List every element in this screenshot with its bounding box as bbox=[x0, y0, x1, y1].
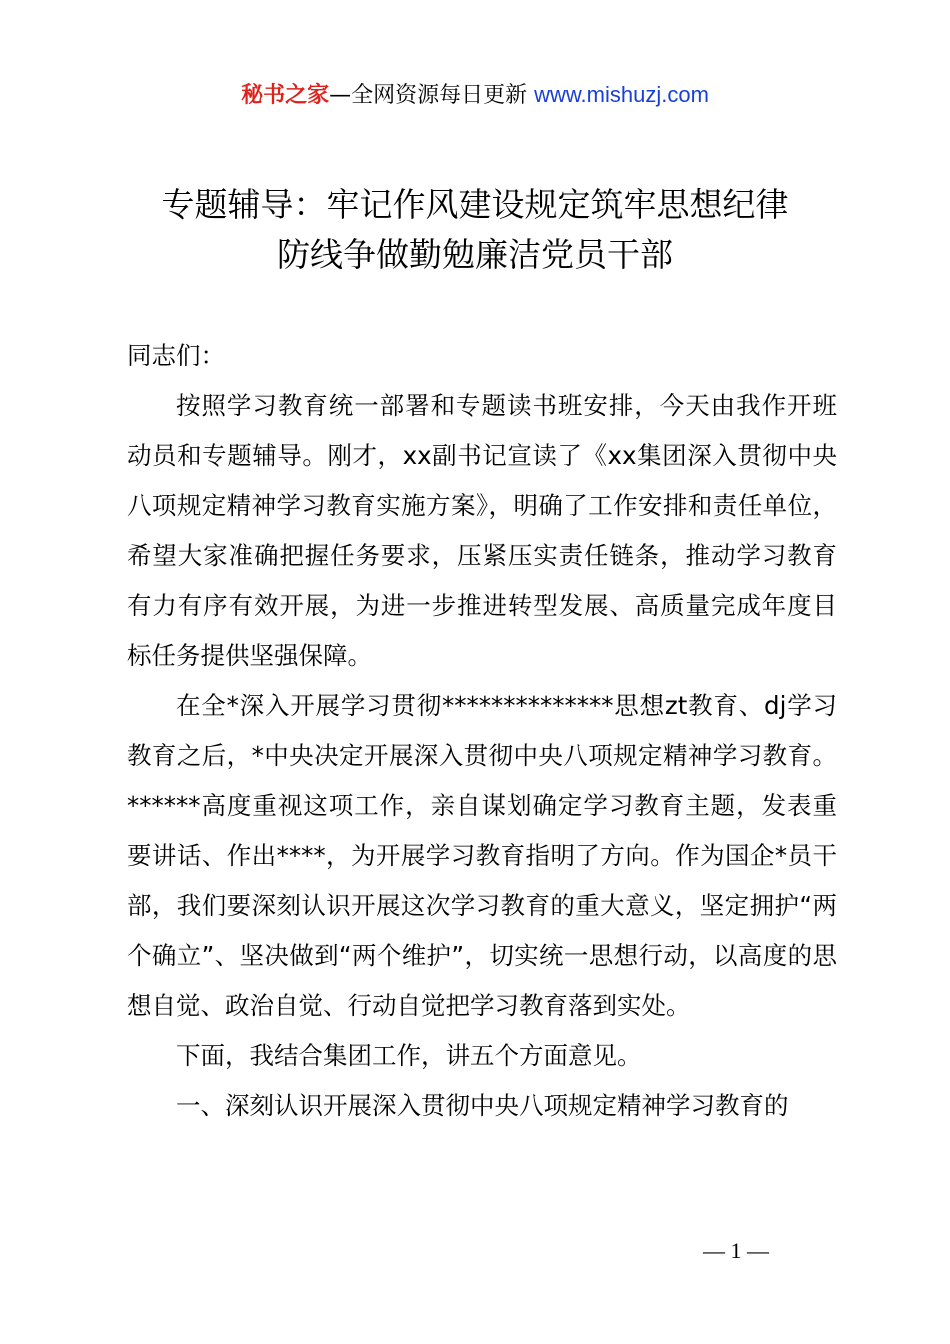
body-paragraph-3: 下面，我结合集团工作，讲五个方面意见。 bbox=[176, 1041, 642, 1070]
site-brand-name: 秘书之家 bbox=[241, 83, 330, 108]
document-title bbox=[100, 180, 850, 280]
body-paragraph-2: 在全*深入开展学习贯彻**************思想zt教育、dj学习教育之后，*中央决定开展深入贯彻中央八项规定精神学习教育。******高度重视这项工作，亲自谋划确定学习教育主题，发表重要讲话、作出****，为开展学习教育指明了方向。作为国企*员干部，我们要深刻认识开展这次学习教育的重大意义，坚定拥护“两个确立”、坚决做到“两个维护”，切实统一思想行动，以高度的思想自觉、政治自觉、行动自觉把学习教育落到实处。 bbox=[127, 691, 837, 1020]
site-slogan: —全网资源每日更新 bbox=[329, 83, 535, 108]
page-number: — 1 — bbox=[703, 1238, 769, 1263]
site-banner bbox=[0, 80, 950, 111]
section-heading-1: 一、深刻认识开展深入贯彻中央八项规定精神学习教育的 bbox=[176, 1091, 789, 1120]
body-paragraph-1: 按照学习教育统一部署和专题读书班安排，今天由我作开班动员和专题辅导。刚才，xx副书记宣读了《xx集团深入贯彻中央八项规定精神学习教育实施方案》，明确了工作安排和责任单位，希望大家准确把握任务要求，压紧压实责任链条，推动学习教育有力有序有效开展，为进一步推进转型发展、高质量完成年度目标任务提供坚强保障。 bbox=[127, 391, 837, 670]
document-title-line-2: 防线争做勤勉廉洁党员干部 bbox=[277, 235, 673, 274]
salutation: 同志们： bbox=[127, 341, 225, 370]
document-body bbox=[127, 331, 837, 1131]
document-title-line-1: 专题辅导：牢记作风建设规定筑牢思想纪律 bbox=[161, 185, 789, 224]
site-url-link[interactable]: www.mishuzj.com bbox=[534, 82, 709, 107]
